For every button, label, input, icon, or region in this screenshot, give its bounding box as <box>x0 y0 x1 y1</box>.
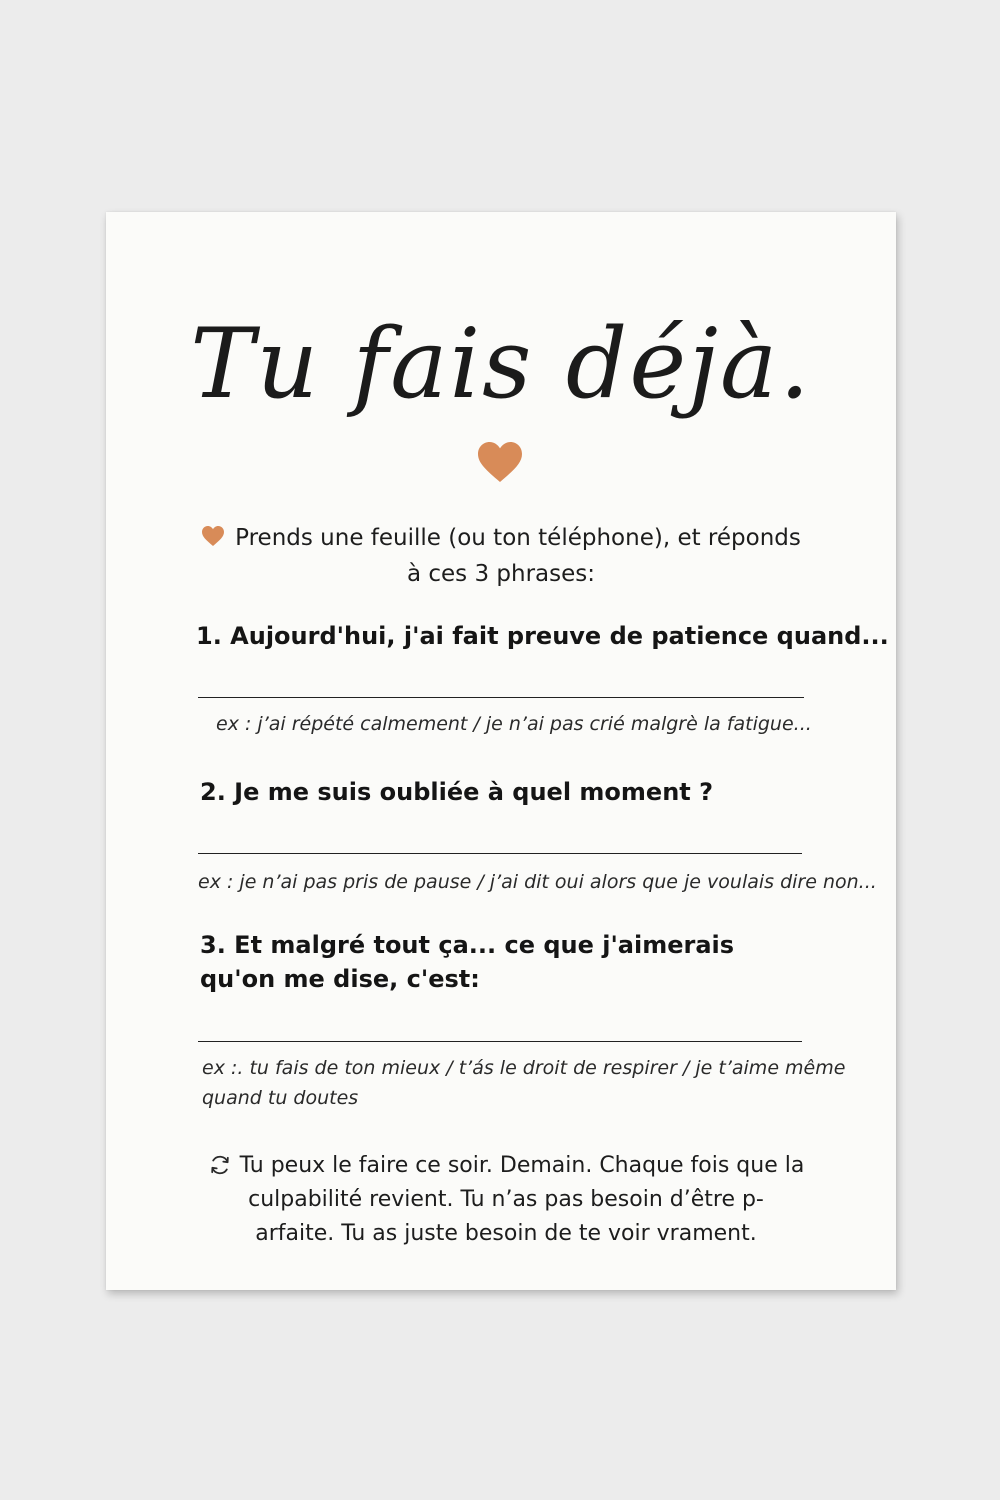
example-3 <box>202 1053 845 1113</box>
intro-line-2: à ces 3 phrases: <box>406 561 596 587</box>
example-1: ex : j’ai répété calmement / je n’ai pas crié malgrè la fatigue... <box>216 713 812 735</box>
refresh-icon <box>208 1153 232 1177</box>
question-3-line-1: 3. Et malgré tout ça... ce que j'aimerais <box>200 931 735 959</box>
closing-text <box>196 1149 816 1251</box>
example-3-line-2: quand tu doutes <box>202 1087 359 1109</box>
worksheet-card <box>106 212 896 1290</box>
heart-icon <box>201 525 225 547</box>
answer-line-1[interactable] <box>198 697 804 698</box>
example-3-line-1: ex :. tu fais de ton mieux / t’ás le droit de respirer / je t’aime même <box>202 1057 846 1079</box>
question-1: 1. Aujourd'hui, j'ai fait preuve de patience quand... <box>196 622 889 650</box>
question-3-line-2: qu'on me dise, c'est: <box>200 965 480 993</box>
answer-line-3[interactable] <box>198 1041 802 1042</box>
question-3 <box>200 928 734 996</box>
example-2: ex : je n’ai pas pris de pause / j’ai dit oui alors que je voulais dire non... <box>198 871 877 893</box>
answer-line-2[interactable] <box>198 853 802 854</box>
closing-line-1: Tu peux le faire ce soir. Demain. Chaque fois que la <box>239 1153 805 1178</box>
intro-text <box>186 520 816 592</box>
closing-line-3: arfaite. Tu as juste besoin de te voir vrament. <box>255 1221 757 1246</box>
closing-line-2: culpabilité revient. Tu n’as pas besoin d’être p- <box>248 1187 764 1212</box>
card-title: Tu fais déjà. <box>190 308 812 420</box>
heart-icon <box>476 440 524 484</box>
question-2: 2. Je me suis oubliée à quel moment ? <box>200 778 714 806</box>
intro-line-1: Prends une feuille (ou ton téléphone), et réponds <box>235 525 801 551</box>
